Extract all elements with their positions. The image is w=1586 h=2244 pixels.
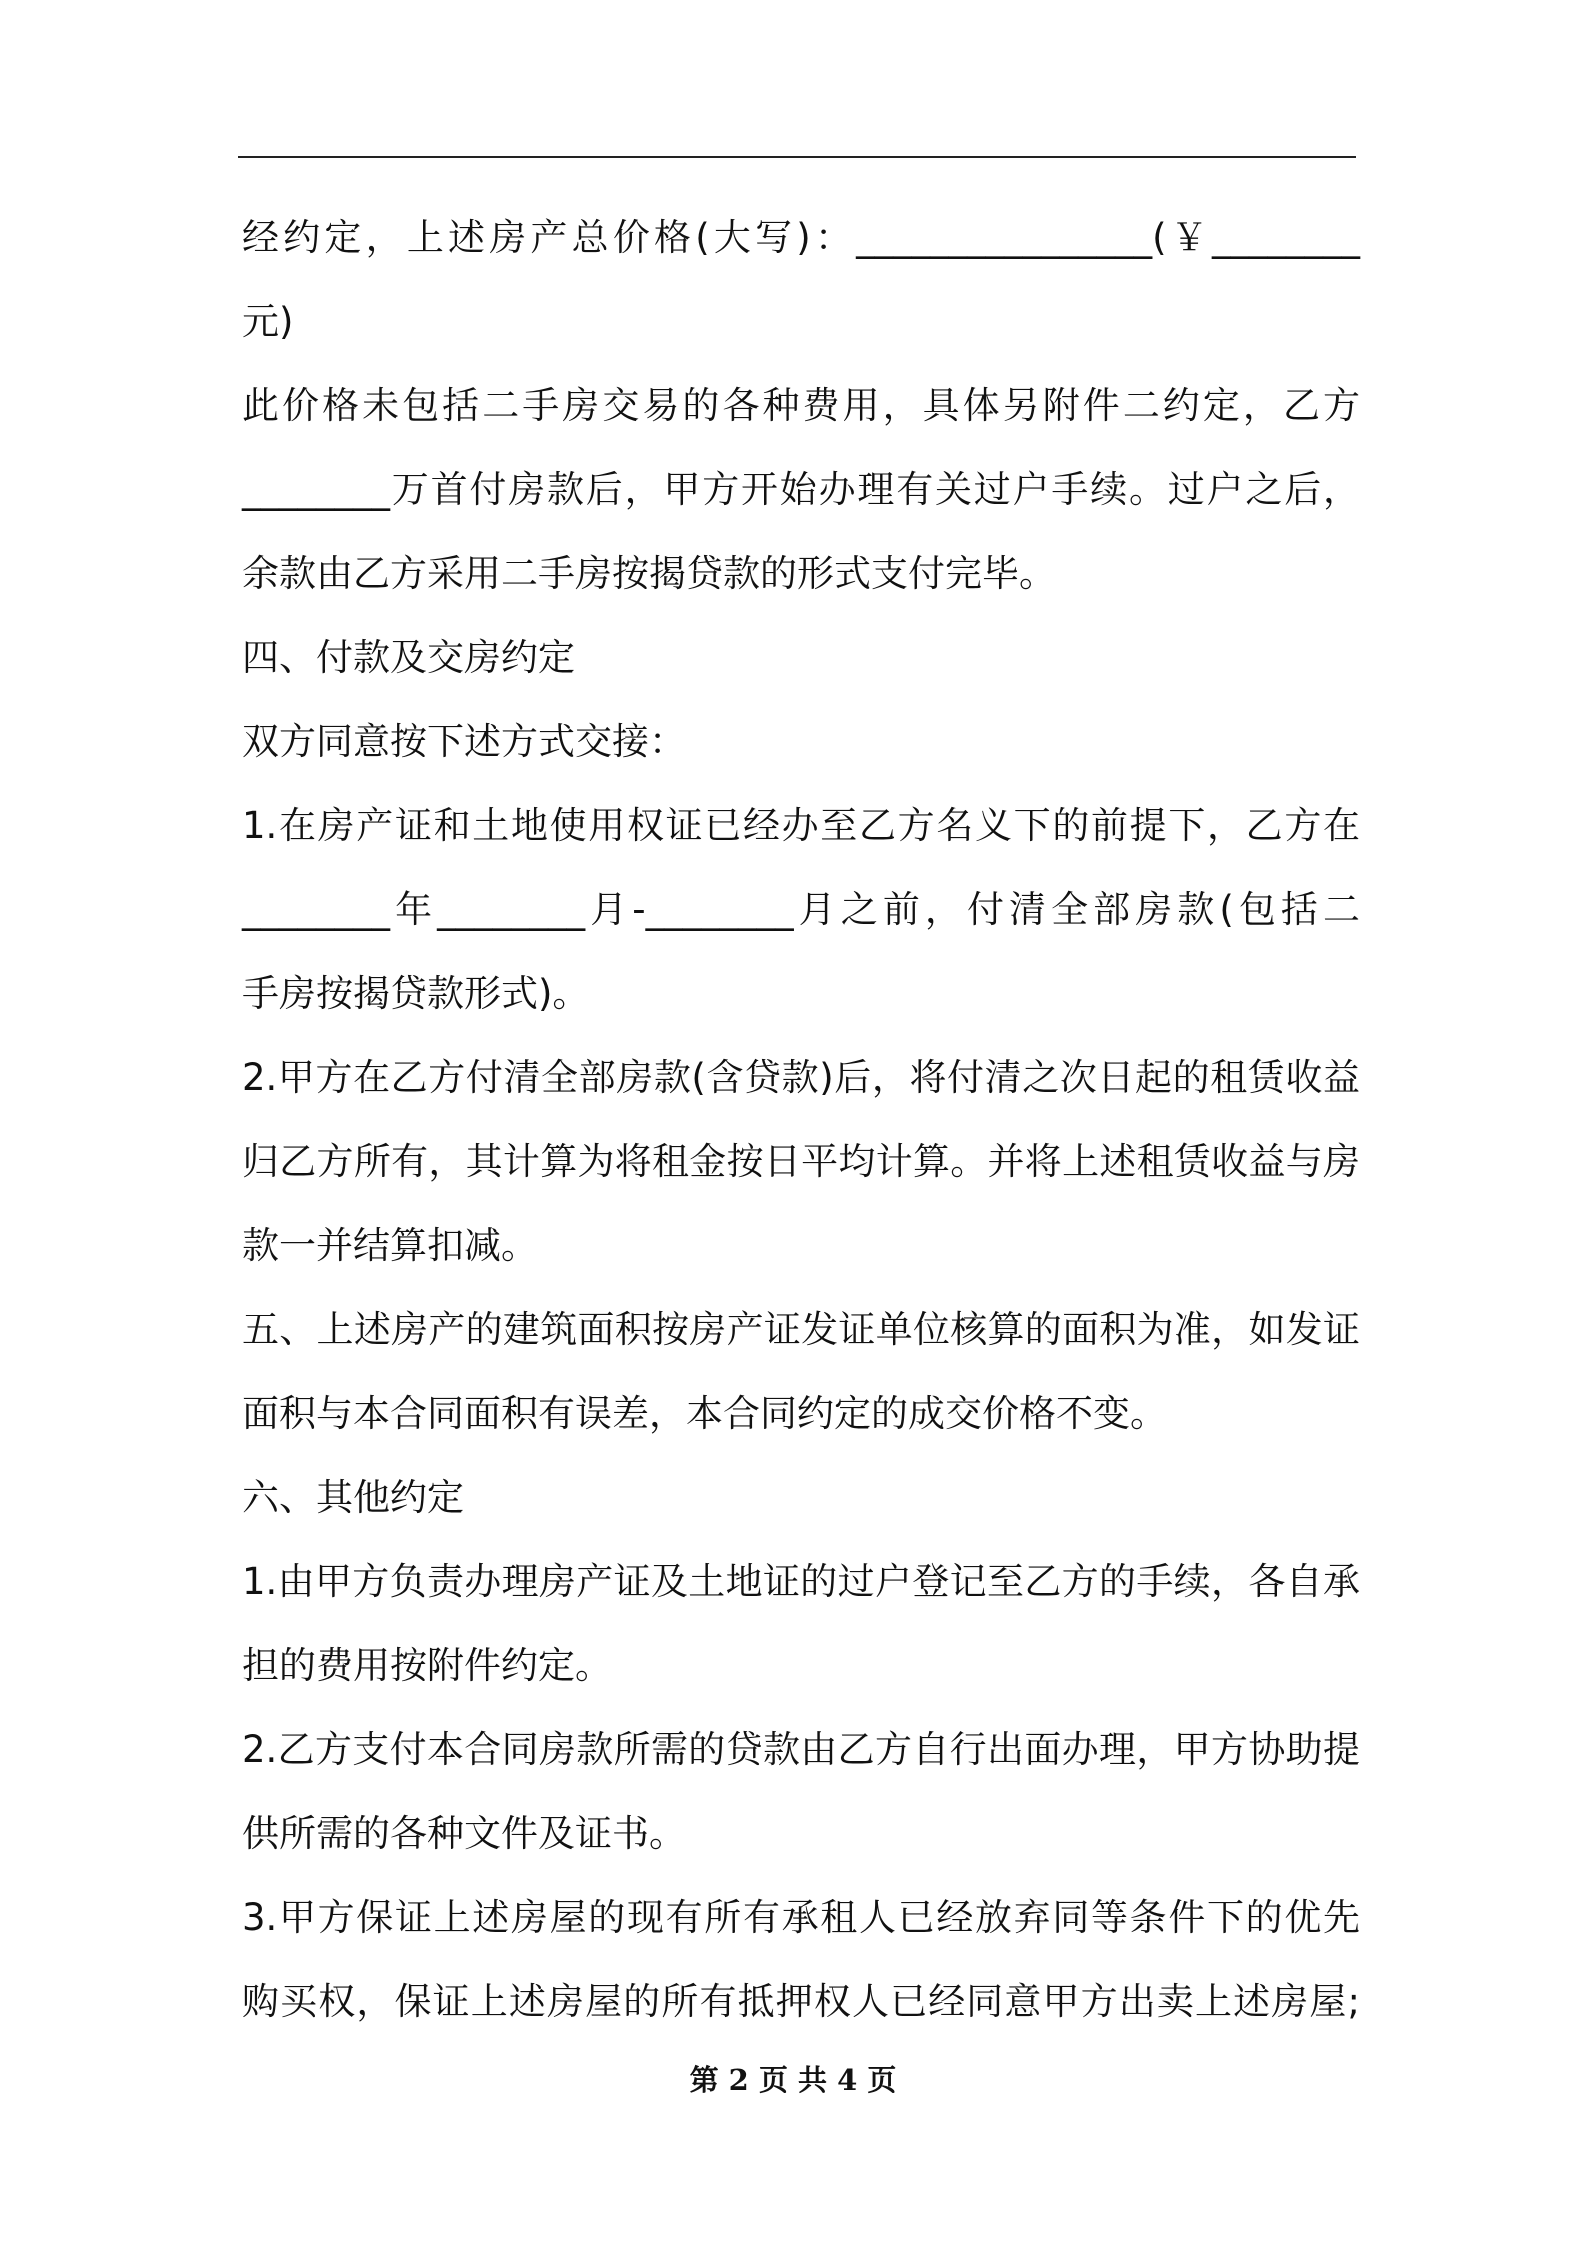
text-line: 2.甲方在乙方付清全部房款(含贷款)后，将付清之次日起的租赁收益 — [242, 1056, 1360, 1099]
section-heading: 四、付款及交房约定 — [242, 636, 575, 679]
text-line: 供所需的各种文件及证书。 — [242, 1812, 686, 1855]
text-line: 经约定，上述房产总价格(大写)：________________(￥________ — [242, 216, 1360, 259]
text-line: 2.乙方支付本合同房款所需的贷款由乙方自行出面办理，甲方协助提 — [242, 1728, 1360, 1771]
text-line: 双方同意按下述方式交接： — [242, 720, 686, 763]
text-line: 元) — [242, 300, 294, 343]
text-line: 购买权，保证上述房屋的所有抵押权人已经同意甲方出卖上述房屋; — [242, 1980, 1360, 2023]
text-line: 手房按揭贷款形式)。 — [242, 972, 590, 1015]
text-line: 面积与本合同面积有误差，本合同约定的成交价格不变。 — [242, 1392, 1167, 1435]
section-heading: 六、其他约定 — [242, 1476, 464, 1519]
text-line: 款一并结算扣减。 — [242, 1224, 538, 1267]
document-body — [242, 196, 1360, 2044]
text-line: 担的费用按附件约定。 — [242, 1644, 612, 1687]
text-line: 3.甲方保证上述房屋的现有所有承租人已经放弃同等条件下的优先 — [242, 1896, 1360, 1939]
text-line: 此价格未包括二手房交易的各种费用，具体另附件二约定，乙方 — [242, 384, 1360, 427]
text-line: 1.在房产证和土地使用权证已经办至乙方名义下的前提下，乙方在 — [242, 804, 1360, 847]
text-line: ________万首付房款后，甲方开始办理有关过户手续。过户之后， — [242, 468, 1360, 511]
text-line: 归乙方所有，其计算为将租金按日平均计算。并将上述租赁收益与房 — [242, 1140, 1360, 1183]
header-rule — [238, 156, 1356, 158]
text-line: 余款由乙方采用二手房按揭贷款的形式支付完毕。 — [242, 552, 1056, 595]
text-line: ________年________月-________月之前，付清全部房款(包括二 — [242, 888, 1360, 931]
section-heading: 五、上述房产的建筑面积按房产证发证单位核算的面积为准，如发证 — [242, 1308, 1360, 1351]
page-number-footer: 第 2 页 共 4 页 — [689, 2063, 897, 2097]
text-line: 1.由甲方负责办理房产证及土地证的过户登记至乙方的手续，各自承 — [242, 1560, 1360, 1603]
